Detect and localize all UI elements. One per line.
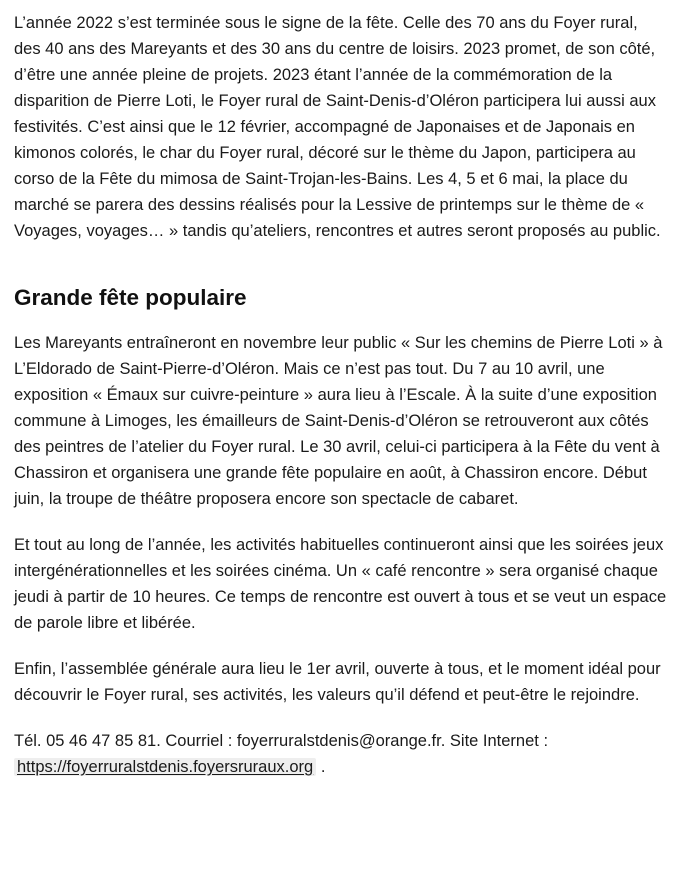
contact-line [14,728,668,780]
section-heading: Grande fête populaire [14,285,247,310]
paragraph-activities: Et tout au long de l’année, les activités habituelles continueront ainsi que les soirées jeux intergénérationnelles et les soirées cinéma. Un « café rencontre » sera organisé chaque jeudi à partir de 10 heures. Ce temps de rencontre est ouvert à tous et se veut un espace de parole libre et libérée. [14,536,667,632]
paragraph-events: Les Mareyants entraîneront en novembre leur public « Sur les chemins de Pierre Loti » à L’Eldorado de Saint-Pierre-d’Oléron. Mais ce n’est pas tout. Du 7 au 10 avril, une exposition « Émaux sur cuivre-peinture » aura lieu à l’Escale. À la suite d’une exposition commune à Limoges, les émailleurs de Saint-Denis-d’Oléron se retrouveront aux côtés des peintres de l’atelier du Foyer rural. Le 30 avril, celui-ci participera à la Fête du vent à Chassiron et organisera une grande fête populaire en août, à Chassiron encore. Début juin, la troupe de théâtre proposera encore son spectacle de cabaret. [14,334,663,508]
contact-trailing: . [320,758,326,776]
contact-text: Tél. 05 46 47 85 81. Courriel : foyerruralstdenis@orange.fr. Site Internet : [14,732,549,750]
website-link[interactable]: https://foyerruralstdenis.foyersruraux.org [14,758,316,776]
paragraph-assembly: Enfin, l’assemblée générale aura lieu le 1er avril, ouverte à tous, et le moment idéal pour découvrir le Foyer rural, ses activités, les valeurs qu’il défend et peut-être le rejoindre. [14,660,661,704]
intro-paragraph: L’année 2022 s’est terminée sous le signe de la fête. Celle des 70 ans du Foyer rural, des 40 ans des Mareyants et des 30 ans du centre de loisirs. 2023 promet, de son côté, d’être une année pleine de projets. 2023 étant l’année de la commémoration de la disparition de Pierre Loti, le Foyer rural de Saint-Denis-d’Oléron participera lui aussi aux festivités. C’est ainsi que le 12 février, accompagné de Japonaises et de Japonais en kimonos colorés, le char du Foyer rural, décoré sur le thème du Japon, participera au corso de la Fête du mimosa de Saint-Trojan-les-Bains. Les 4, 5 et 6 mai, la place du marché se parera des dessins réalisés pour la Lessive de printemps sur le thème de « Voyages, voyages… » tandis qu’ateliers, rencontres et autres seront proposés au public. [14,14,661,240]
